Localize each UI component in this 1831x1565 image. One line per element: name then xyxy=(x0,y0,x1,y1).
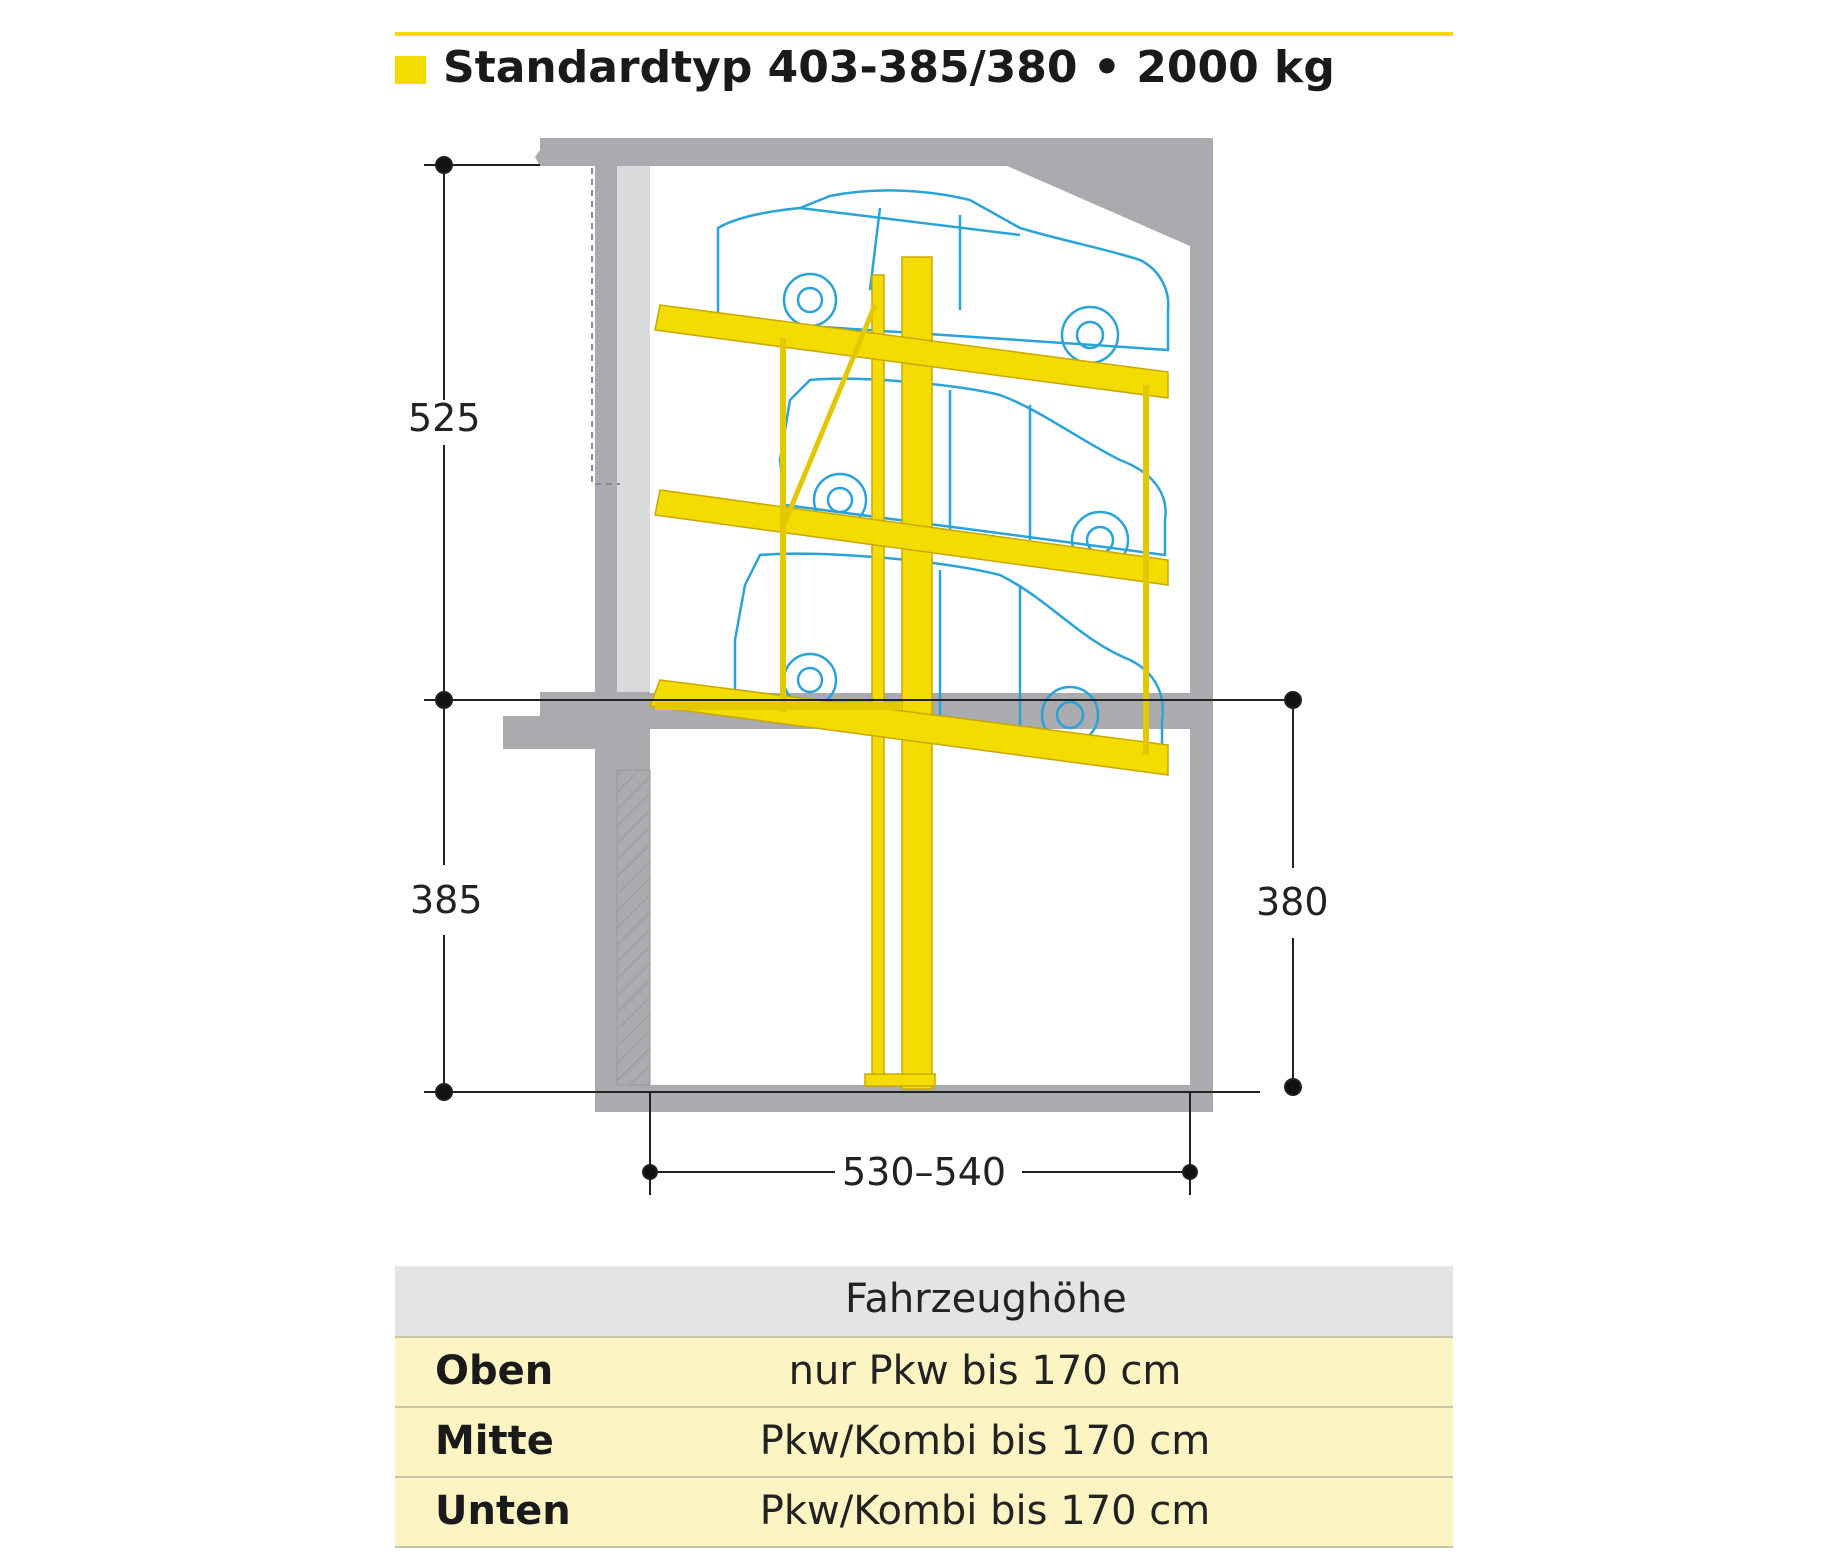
table-row xyxy=(395,1336,1453,1406)
dim-lower-height: 385 xyxy=(410,878,483,922)
diagram-title: Standardtyp 403-385/380 • 2000 kg xyxy=(443,42,1335,93)
vehicle-height-table xyxy=(395,1266,1453,1548)
dim-width: 530–540 xyxy=(842,1150,1007,1194)
building-shell xyxy=(503,138,1213,1112)
row-value: nur Pkw bis 170 cm xyxy=(788,1348,1182,1394)
dim-dot xyxy=(643,1165,657,1179)
dim-dot xyxy=(1183,1165,1197,1179)
table-header xyxy=(395,1266,1453,1336)
dim-dot xyxy=(436,1084,452,1100)
top-rule xyxy=(395,32,1453,36)
row-value: Pkw/Kombi bis 170 cm xyxy=(759,1488,1211,1534)
dim-dot xyxy=(436,157,452,173)
row-label: Mitte xyxy=(435,1418,554,1464)
dim-dot xyxy=(436,692,452,708)
inner-light-wall xyxy=(617,166,650,692)
column-foot xyxy=(865,1074,935,1086)
dim-upper-height: 525 xyxy=(408,396,481,440)
guide-column xyxy=(872,275,884,1085)
row-label: Oben xyxy=(435,1348,554,1394)
table-row xyxy=(395,1406,1453,1476)
dim-right-height: 380 xyxy=(1256,880,1329,924)
dim-dot xyxy=(1285,1079,1301,1095)
row-label: Unten xyxy=(435,1488,571,1534)
table-row xyxy=(395,1476,1453,1548)
main-column xyxy=(902,257,932,1089)
dim-dot xyxy=(1285,692,1301,708)
row-value: Pkw/Kombi bis 170 cm xyxy=(759,1418,1211,1464)
pit-hatched-wall xyxy=(617,770,650,1085)
title-marker xyxy=(395,56,426,84)
table-header-label: Fahrzeughöhe xyxy=(845,1276,1127,1322)
